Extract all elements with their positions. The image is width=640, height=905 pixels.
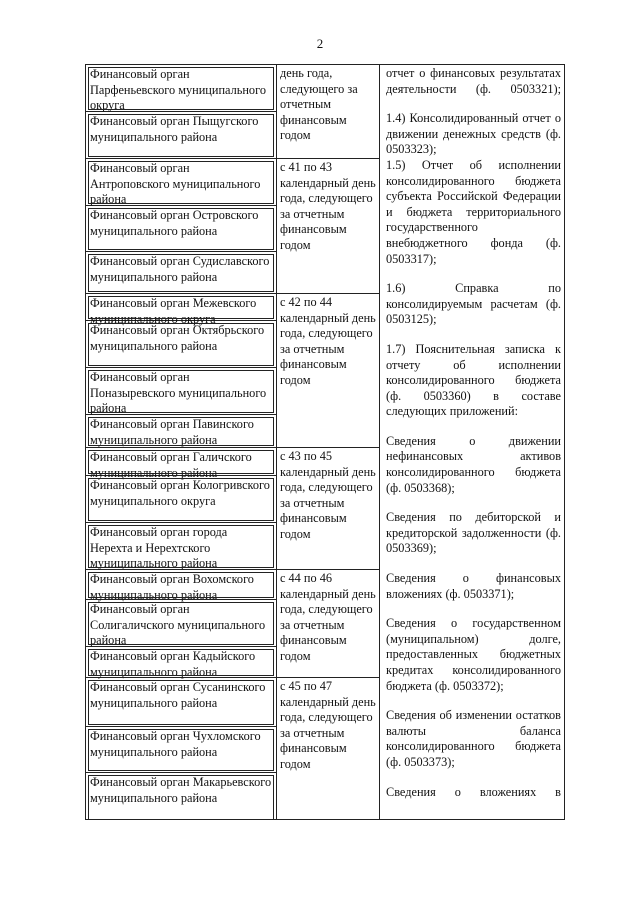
org-name: Финансовый орган Пыщугского муниципального района	[90, 114, 259, 144]
org-cell	[86, 415, 276, 448]
org-cell	[86, 294, 276, 326]
org-name: Финансовый орган Сусанинского муниципального района	[90, 680, 266, 710]
org-name: Финансовый орган Кадыйского муниципального района	[90, 649, 256, 679]
org-cell	[86, 570, 276, 600]
org-cell	[86, 159, 276, 206]
term-cell: с 43 по 45 календарный день года, следующего за отчетным финансовым годом	[276, 448, 379, 570]
org-name: Финансовый орган Макарьевского муниципального района	[90, 775, 272, 805]
page-number: 2	[316, 36, 324, 51]
org-name: Финансовый орган Судиславского муниципального района	[90, 254, 270, 284]
org-name: Финансовый орган Антроповского муниципального района	[90, 161, 261, 207]
org-cell	[86, 112, 276, 159]
org-name: Финансовый орган города Нерехта и Нерехтского муниципального района	[90, 525, 228, 571]
org-cell	[86, 476, 276, 523]
org-cell	[86, 206, 276, 252]
doc-paragraph: Сведения по дебиторской и кредиторской задолженности (ф. 0503369);	[386, 510, 561, 556]
org-cell	[86, 647, 276, 678]
term-cell: с 42 по 44 календарный день года, следующего за отчетным финансовым годом	[276, 294, 379, 448]
term-cell: с 44 по 46 календарный день года, следующего за отчетным финансовым годом	[276, 570, 379, 678]
org-cell	[86, 321, 276, 368]
org-name: Финансовый орган Чухломского муниципального района	[90, 729, 261, 759]
org-name: Финансовый орган Парфеньевского муниципального округа	[90, 67, 266, 113]
org-cell	[86, 448, 276, 480]
org-name: Финансовый орган Солигаличского муниципального района	[90, 602, 266, 648]
org-cell	[86, 252, 276, 294]
doc-paragraph: Сведения об изменении остатков валюты баланса консолидированного бюджета (ф. 0503373);	[386, 708, 561, 769]
org-cell	[86, 368, 276, 415]
org-name: Финансовый орган Островского муниципального района	[90, 208, 259, 238]
term-cell: день года, следующего за отчетным финансовым годом	[276, 65, 379, 159]
org-name: Финансовый орган Павинского муниципального района	[90, 417, 254, 447]
org-cell	[86, 600, 276, 647]
org-name: Финансовый орган Галичского муниципального района	[90, 450, 252, 480]
schedule-table	[85, 64, 565, 820]
org-cell	[86, 678, 276, 727]
org-name: Финансовый орган Вохомского муниципального района	[90, 572, 254, 602]
term-cell: с 45 по 47 календарный день года, следующего за отчетным финансовым годом	[280, 679, 376, 771]
org-cell	[86, 65, 276, 112]
org-name: Финансовый орган Межевского муниципального округа	[90, 296, 257, 326]
org-cell	[86, 523, 276, 570]
doc-paragraph: 1.4) Консолидированный отчет о движении денежных средств (ф. 0503323);	[386, 111, 561, 157]
org-name: Финансовый орган Октябрьского муниципального района	[90, 323, 265, 353]
doc-paragraph: 1.5) Отчет об исполнении консолидированного бюджета субъекта Российской Федерации и бюджета территориального государственного внебюджетного фонда (ф. 0503317);	[386, 157, 561, 266]
doc-paragraph: 1.7) Пояснительная записка к отчету об исполнении консолидированного бюджета (ф. 0503360) в составе следующих приложений:	[386, 341, 561, 419]
doc-paragraph: Сведения о финансовых вложениях (ф. 0503371);	[386, 571, 561, 601]
report-forms-column	[379, 65, 566, 800]
org-cell	[86, 727, 276, 773]
org-name: Финансовый орган Поназыревского муниципального района	[90, 370, 267, 416]
doc-paragraph: 1.6) Справка по консолидируемым расчетам (ф. 0503125);	[386, 281, 561, 327]
doc-paragraph: Сведения о вложениях в	[386, 784, 561, 799]
org-name: Финансовый орган Кологривского муниципального округа	[90, 478, 270, 508]
term-cell: с 41 по 43 календарный день года, следующего за отчетным финансовым годом	[276, 159, 379, 294]
doc-paragraph: Сведения о движении нефинансовых активов консолидированного бюджета (ф. 0503368);	[386, 433, 561, 495]
doc-paragraph: Сведения о государственном (муниципальном) долге, предоставленных бюджетных кредитах консолидированного бюджета (ф. 0503372);	[386, 616, 561, 693]
org-cell	[86, 773, 276, 821]
doc-paragraph: отчет о финансовых результатах деятельности (ф. 0503321);	[386, 66, 561, 96]
